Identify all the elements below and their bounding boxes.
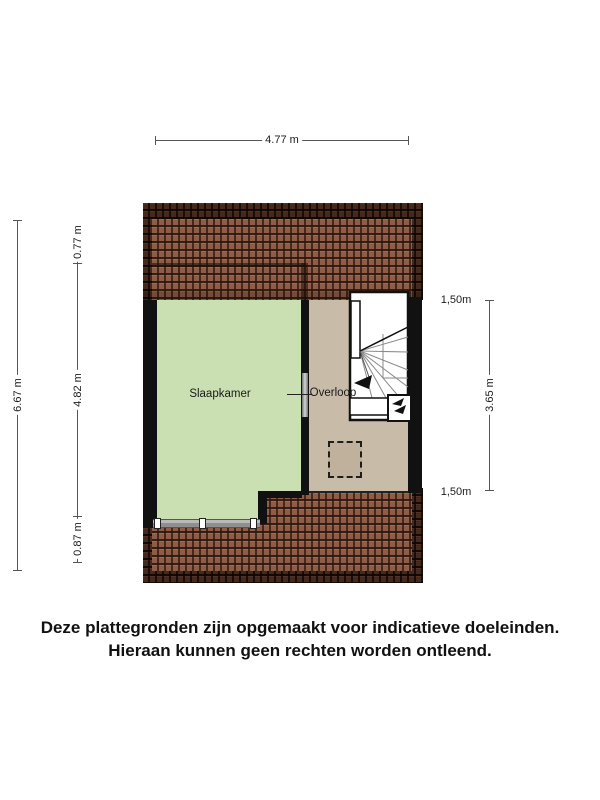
dim-label-right-middle: 3.65 m [484, 375, 496, 415]
dim-tick [13, 220, 22, 221]
dim-tick [408, 136, 409, 145]
dim-tick [485, 490, 494, 491]
dim-tick [13, 570, 22, 571]
dim-label-top-width: 4.77 m [262, 134, 302, 146]
stair-stringer [351, 301, 360, 358]
dim-label-right-top: 1,50m [438, 294, 475, 306]
dim-label-left-total: 6.67 m [12, 375, 24, 415]
dim-label-left-middle: 4.82 m [72, 370, 84, 410]
window-post-right [250, 518, 257, 529]
window-post-middle [199, 518, 206, 529]
under-roof-wall-horizontal [152, 263, 305, 267]
staircase [348, 290, 424, 426]
window-band [153, 519, 260, 528]
room-label-slaapkamer: Slaapkamer [189, 388, 251, 400]
dim-tick [485, 300, 494, 301]
dim-label-left-top: 0.77 m [72, 222, 84, 262]
room-slaapkamer-extension [157, 492, 263, 520]
dim-label-right-bottom: 1,50m [438, 486, 475, 498]
roof-hatch-dashed [328, 441, 362, 478]
wall-left [143, 300, 157, 528]
dim-tick [155, 136, 156, 145]
dim-tick [73, 516, 82, 517]
dim-tick [73, 562, 82, 563]
roof-top-inner [152, 219, 412, 300]
dim-label-left-bottom: 0.87 m [72, 519, 84, 559]
stair-bottom-step [350, 398, 392, 415]
dim-tick [73, 263, 82, 264]
vent-symbol-box [388, 395, 411, 421]
disclaimer-line2: Hieraan kunnen geen rechten worden ontleend. [108, 641, 492, 660]
disclaimer-text [0, 616, 600, 662]
disclaimer-line1: Deze plattegronden zijn opgemaakt voor indicatieve doeleinden. [40, 618, 560, 637]
window-post-left [154, 518, 161, 529]
room-label-overloop: Overloop [309, 387, 357, 399]
